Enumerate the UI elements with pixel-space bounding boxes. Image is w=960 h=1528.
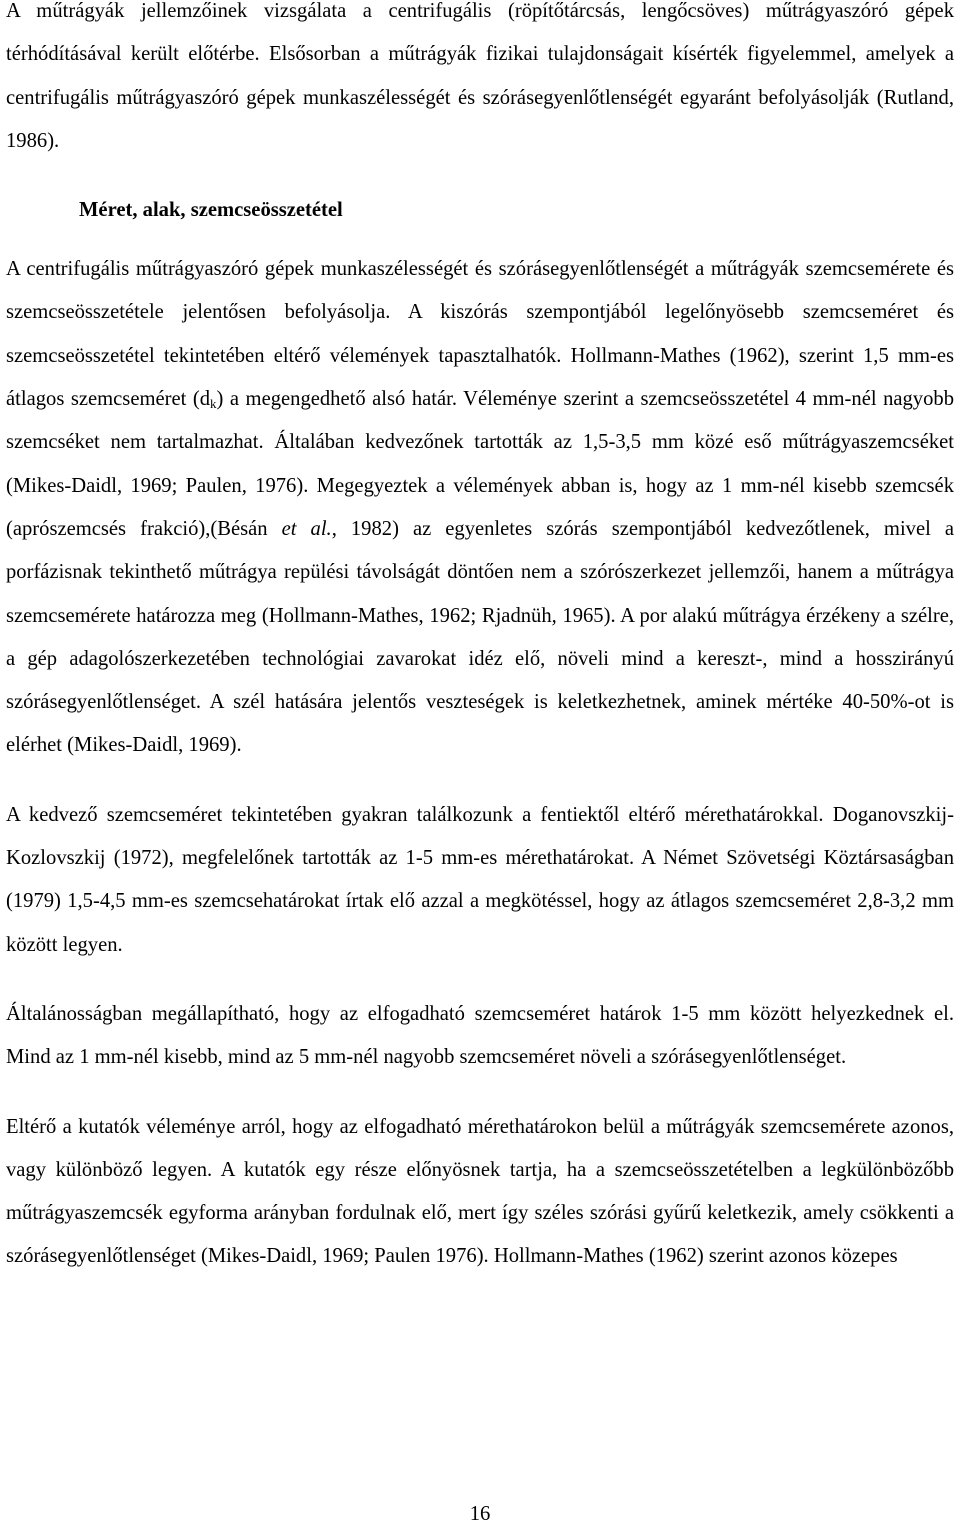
document-page [6,0,954,1279]
section-heading: Méret, alak, szemcseösszetétel [79,199,343,222]
paragraph-text: , 1982) az egyenletes szórás szempontjából kedvezőtlenek, mivel a porfázisnak tekinthető műtrágya repülési távolságát döntően nem a szórószerkezet jellemzői, hanem a műtrágya szemcsemérete határozza meg (Hollmann-Mathes, 1962; Rjadnüh, 1965). A por alakú műtrágya érzékeny a szélre, a gép adagolószerkezetében technológiai zavarokat idéz elő, növeli mind a kereszt-, mind a hosszirányú szórásegyenlőtlenséget. A szél hatására jelentős veszteségek is keletkezhetnek, aminek mértéke 40-50%-ot is elérhet (Mikes-Daidl, 1969). [6,517,954,757]
paragraph-researchers: Eltérő a kutatók véleménye arról, hogy az elfogadható mérethatárokon belül a műtrágyák szemcsemérete azonos, vagy különböző legyen. A kutatók egy része előnyösnek tartja, ha a szemcseösszetételben a legkülönbözőbb műtrágyaszemcsék egyforma arányban fordulnak elő, mert így széles szórási gyűrű keletkezik, amely csökkenti a szórásegyenlőtlenséget (Mikes-Daidl, 1969; Paulen 1976). Hollmann-Mathes (1962) szerint azonos közepes [6,1115,954,1268]
paragraph-intro: A műtrágyák jellemzőinek vizsgálata a centrifugális (röpítőtárcsás, lengőcsöves) műtrágyaszóró gépek térhódításával került előtérbe. Elsősorban a műtrágyák fizikai tulajdonságait kísérték figyelemmel, amelyek a centrifugális műtrágyaszóró gépek munkaszélességét és szórásegyenlőtlenségét egyaránt befolyásolják (Rutland, 1986). [6,0,954,152]
paragraph-text: ) a megengedhető alsó határ. Véleménye szerint a szemcseösszetétel 4 mm-nél nagyobb szemcséket nem tartalmazhat. Általában kedvezőnek tartották az 1,5-3,5 mm közé eső műtrágyaszemcséket (Mikes-Daidl, 1969; Paulen, 1976). Megegyeztek a vélemények abban is, hogy az 1 mm-nél kisebb szemcsék (aprószemcsés frakció),(Bésán [6,388,954,540]
subscript-k: k [210,396,217,412]
italic-et-al: et al. [281,517,332,540]
paragraph-size-limits: A kedvező szemcseméret tekintetében gyakran találkozunk a fentiektől eltérő mérethatárokkal. Doganovszkij-Kozlovszkij (1972), megfelelőnek tartották az 1-5 mm-es mérethatárokat. A Német Szövetségi Köztársaságban (1979) 1,5-4,5 mm-es szemcsehatárokat írtak elő azzal a megkötéssel, hogy az átlagos szemcseméret 2,8-3,2 mm között legyen. [6,803,954,956]
paragraph-general: Általánosságban megállapítható, hogy az elfogadható szemcseméret határok 1-5 mm között helyezkednek el. Mind az 1 mm-nél kisebb, mind az 5 mm-nél nagyobb szemcseméret növeli a szórásegyenlőtlenséget. [6,1002,954,1069]
page-number: 16 [469,1503,491,1525]
paragraph-text: A centrifugális műtrágyaszóró gépek munkaszélességét és szórásegyenlőtlenségét a műtrágyák szemcsemérete és szemcseösszetétele jelentősen befolyásolja. A kiszórás szempontjából legelőnyösebb szemcseméret és szemcseösszetétel tekintetében eltérő vélemények tapasztalhatók. Hollmann-Mathes (1962), szerint 1,5 mm-es átlagos szemcseméret (d [6,258,954,411]
paragraph-size-composition [6,248,954,768]
